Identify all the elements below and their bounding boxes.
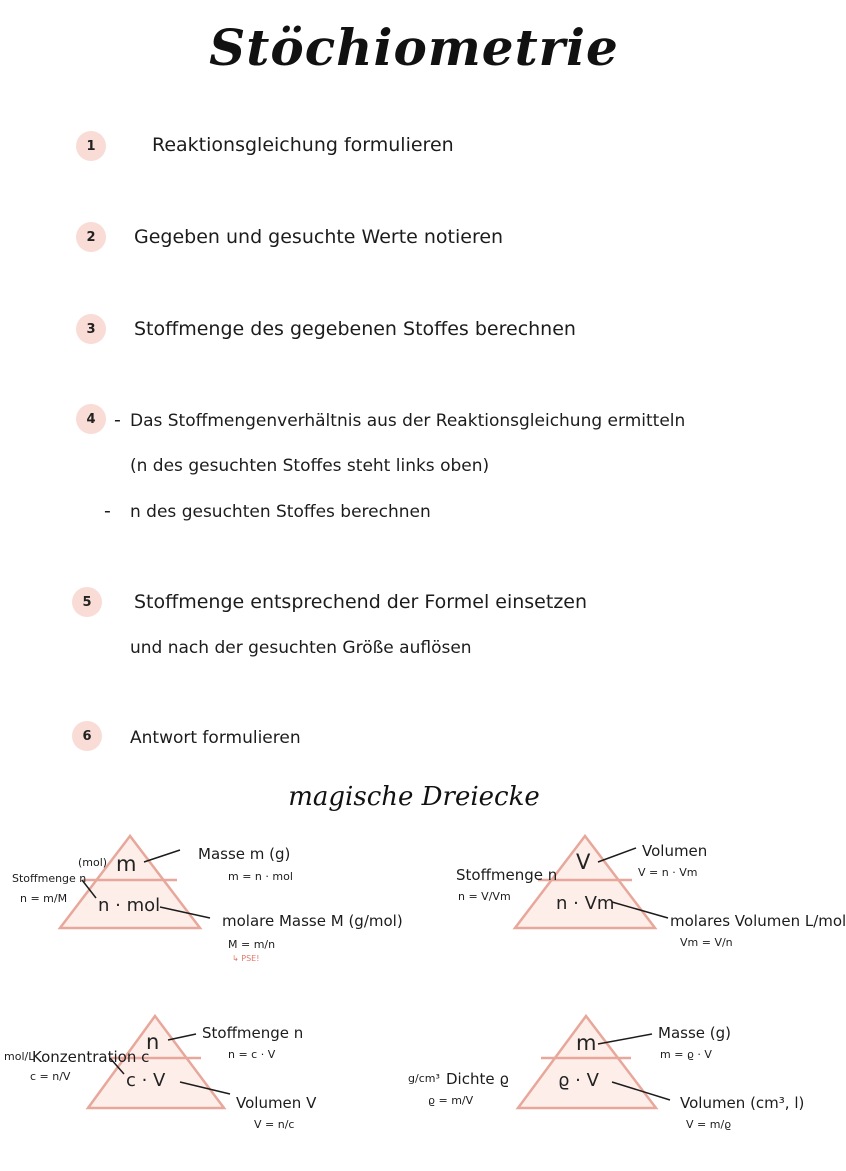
triangle-2-right-top-formula: V = n · Vm (638, 866, 698, 879)
triangle-1-right-top-formula: m = n · mol (228, 870, 293, 883)
step-2-text: Gegeben und gesuchte Werte notieren (134, 226, 504, 248)
triangle-3-right-bottom-label: Volumen V (236, 1094, 317, 1112)
triangle-3-left-unit: mol/L (4, 1050, 35, 1063)
step-4-line-3: n des gesuchten Stoffes berechnen (130, 502, 431, 522)
triangle-3-left-label: Konzentration c (32, 1048, 150, 1066)
triangle-2-left-formula: n = V/Vm (458, 890, 511, 903)
triangle-1-top-unit: (mol) (78, 856, 108, 869)
triangle-4-right-top-label: Masse (g) (658, 1024, 731, 1042)
triangle-4-right-bottom-formula: V = m/ϱ (686, 1118, 732, 1131)
triangle-3-right-top-label: Stoffmenge n (202, 1024, 304, 1042)
triangle-1-left-formula: n = m/M (20, 892, 68, 905)
triangle-2-left-label: Stoffmenge n (456, 866, 558, 884)
step-5-line-1: Stoffmenge entsprechend der Formel einsetzen (134, 591, 588, 613)
triangle-2-top: V (576, 850, 591, 874)
step-3-text: Stoffmenge des gegebenen Stoffes berechnen (134, 318, 576, 340)
step-4-line-2: (n des gesuchten Stoffes steht links oben) (130, 456, 490, 476)
step-number-4: 4 (76, 404, 106, 434)
triangle-3-left-formula: c = n/V (30, 1070, 71, 1083)
step-number-6: 6 (72, 721, 102, 751)
step-number-1: 1 (76, 131, 106, 161)
step-number-2: 2 (76, 222, 106, 252)
step-number-5: 5 (72, 587, 102, 617)
triangle-4-bottom: ϱ · V (558, 1070, 599, 1091)
triangle-4-left-unit: g/cm³ (408, 1072, 440, 1085)
triangle-4-left-formula: ϱ = m/V (428, 1094, 474, 1107)
triangle-2-right-bottom-label: molares Volumen L/mol (670, 912, 846, 930)
triangle-1-right-top-label: Masse m (g) (198, 845, 291, 863)
bullet-dash: - (114, 409, 121, 431)
triangle-1-bottom: n · mol (98, 895, 161, 916)
triangle-2-right-bottom-formula: Vm = V/n (680, 936, 733, 949)
triangle-3-top: n (146, 1030, 160, 1054)
triangle-1-right-bottom-label: molare Masse M (g/mol) (222, 912, 403, 930)
triangle-4-right-top-formula: m = ϱ · V (660, 1048, 712, 1061)
section-subtitle: magische Dreiecke (288, 782, 540, 812)
triangle-4-top: m (576, 1031, 597, 1055)
bullet-dash: - (104, 500, 111, 522)
triangle-3-bottom: c · V (126, 1070, 166, 1091)
triangle-3-right-top-formula: n = c · V (228, 1048, 276, 1061)
triangle-1-right-bottom-formula: M = m/n (228, 938, 276, 951)
triangle-2-right-top-label: Volumen (642, 842, 708, 860)
triangle-1-top: m (116, 852, 137, 876)
step-1-text: Reaktionsgleichung formulieren (152, 134, 454, 156)
step-5-line-2: und nach der gesuchten Größe auflösen (130, 638, 472, 658)
step-number-3: 3 (76, 314, 106, 344)
triangle-2-bottom: n · Vm (556, 893, 615, 914)
page-title: Stöchiometrie (209, 18, 619, 77)
triangle-4-left-label: Dichte ϱ (446, 1070, 509, 1088)
step-4-line-1: Das Stoffmengenverhältnis aus der Reaktionsgleichung ermitteln (130, 411, 686, 431)
triangle-3-right-bottom-formula: V = n/c (254, 1118, 295, 1131)
step-6-text: Antwort formulieren (130, 728, 301, 748)
triangle-1-note: ↳ PSE! (232, 954, 260, 963)
triangle-4-right-bottom-label: Volumen (cm³, l) (680, 1094, 805, 1112)
triangle-1-left-label: Stoffmenge n (12, 872, 87, 885)
triangle-density (518, 1016, 656, 1108)
